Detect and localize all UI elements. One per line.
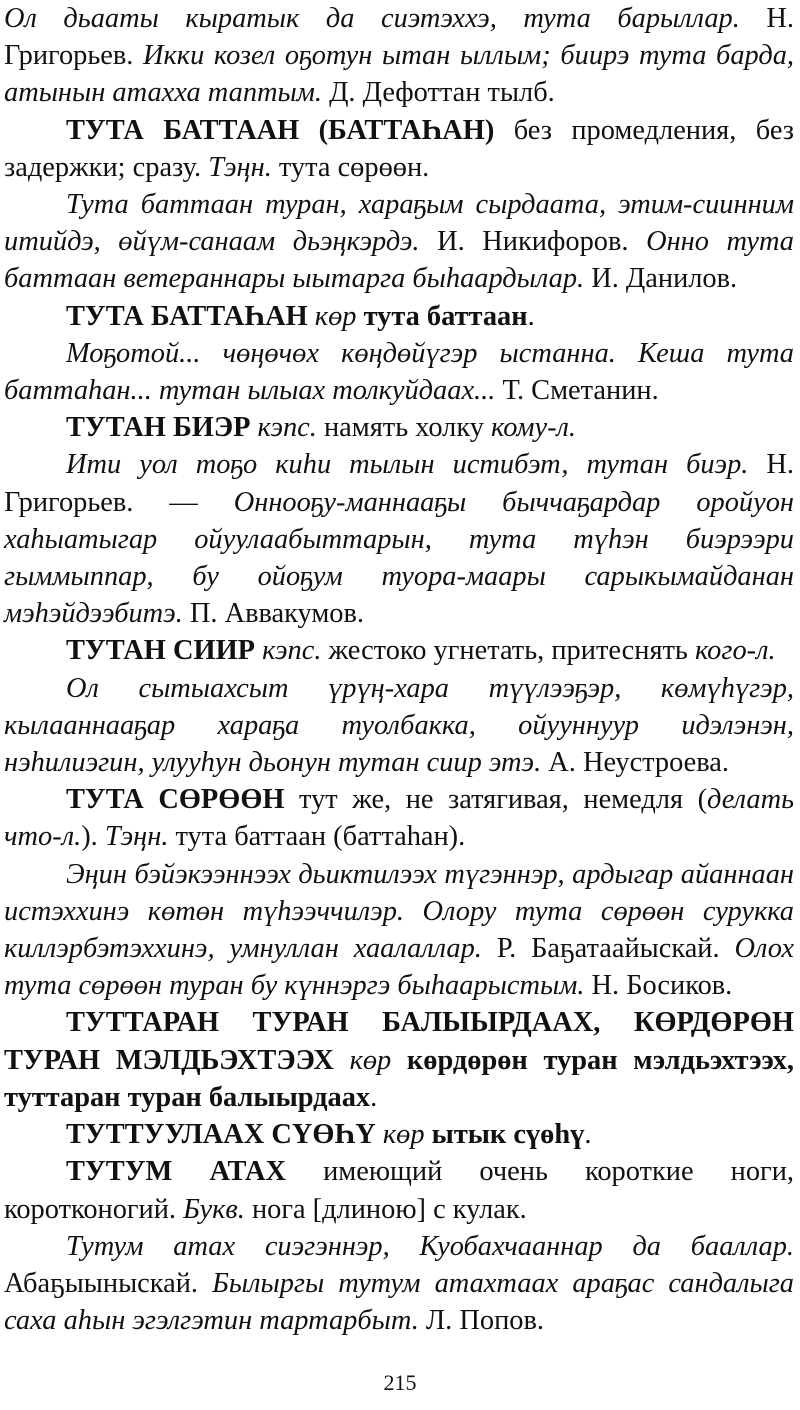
italic-text: Тэңн.	[208, 151, 272, 183]
usage-example	[4, 186, 794, 298]
italic-text: Эңин бэйэкээннээх дьиктилээх түгэннэр, ардыгар айаннаан истэххинэ көтөн түһээччилэр. Олору тута сөрөөн сурукка киллэрбэтэххинэ, умнуллан хаалаллар.	[4, 858, 794, 965]
dictionary-entry	[4, 632, 794, 669]
text-run: Н. Босиков.	[584, 970, 733, 1002]
text-run: И. Данилов.	[584, 263, 738, 295]
dictionary-entry	[4, 1153, 794, 1227]
headword: ТУТА БАТТАҺАН	[66, 300, 308, 332]
text-run	[425, 1119, 432, 1150]
text-run: намять холку	[316, 412, 492, 444]
usage-example	[4, 856, 794, 1005]
usage-example	[4, 0, 794, 112]
italic-text: кому-л.	[491, 412, 576, 444]
text-run: Т. Сметанин.	[495, 375, 659, 407]
headword: ТУТТУУЛААХ СҮӨҺҮ	[66, 1119, 376, 1151]
italic-text: Ити уол тоҕо киһи тылын истибэт, тутан биэр.	[66, 449, 749, 481]
text-run: Д. Дефоттан тылб.	[321, 77, 555, 109]
headword: ТУТТАРАН ТУРАН БАЛЫЫРДААХ, КӨРДӨРӨН ТУРАН МЭЛДЬЭХТЭЭХ	[4, 1007, 794, 1076]
italic-text: кэпс.	[262, 635, 322, 667]
text-run: .	[584, 1119, 592, 1151]
italic-text: Оннооҕу-маннааҕы быччаҕардар оройуон хаһыатыгар ойуулаабыттарын, тута түһэн биэрээри гыммыппар, бу ойоҕум туора-маары сарыкымайданан мэһэйдээбитэ.	[4, 486, 794, 630]
italic-text: кого-л.	[694, 635, 776, 667]
text-run	[334, 1045, 350, 1076]
headword: ТУТА БАТТААН (БАТТАҺАН)	[66, 114, 495, 146]
text-run: Абаҕыыныскай.	[4, 1267, 213, 1299]
italic-text: Тутум атах сиэгэннэр, Куобахчааннар да бааллар.	[66, 1230, 794, 1262]
text-run: П. Аввакумов.	[182, 598, 365, 630]
dictionary-entry	[4, 781, 794, 855]
page-number: 215	[383, 1370, 417, 1395]
dictionary-text	[4, 0, 794, 1339]
italic-text: Моҕотой... чөңөчөх көңдөйүгэр ыстанна. Кеша тута баттаһан... тутан ылыах толкуйдаах...	[4, 337, 794, 407]
headword: ытык сүөһү	[431, 1119, 585, 1151]
dictionary-entry	[4, 112, 794, 186]
usage-example	[4, 335, 794, 409]
italic-text: делать что-л.	[4, 784, 794, 853]
text-run: имеющий очень короткие ноги, коротконогий.	[4, 1156, 794, 1225]
text-run: А. Неустроева.	[541, 747, 729, 779]
headword: тута баттаан	[363, 300, 528, 332]
text-run: Р. Баҕатаайыскай.	[481, 933, 735, 965]
italic-text: көр	[349, 1044, 392, 1076]
headword: ТУТАН БИЭР	[66, 412, 251, 444]
text-run: .	[527, 300, 535, 332]
text-run	[250, 412, 257, 443]
usage-example	[4, 1228, 794, 1340]
text-run: жестоко угнетать, притеснять	[321, 635, 695, 667]
italic-text: Букв.	[183, 1193, 245, 1225]
text-run: .	[370, 1081, 378, 1113]
usage-example	[4, 446, 794, 632]
italic-text: кэпс.	[257, 412, 317, 444]
text-run: тута сөрөөн.	[271, 151, 430, 183]
text-run: ).	[81, 821, 105, 853]
text-run	[391, 1045, 407, 1076]
text-run: без промедления, без задержки; сразу.	[4, 114, 794, 183]
text-run: Н. Григорьев. —	[4, 449, 794, 518]
italic-text: Ол дьааты кыратык да сиэтэххэ, тута барыллар.	[4, 3, 740, 34]
italic-text: Тэңн.	[104, 821, 169, 853]
headword: көрдөрөн туран мэлдьэхтээх, туттаран туран балыырдаах	[4, 1044, 794, 1113]
text-run	[356, 301, 363, 332]
dictionary-entry	[4, 409, 794, 446]
italic-text: Онно тута баттаан ветераннары ыытарга быһаардылар.	[4, 226, 794, 295]
headword: ТУТУМ АТАХ	[66, 1156, 286, 1188]
italic-text: Олох тута сөрөөн туран бу күннэргэ быһаарыстым.	[4, 933, 794, 1002]
dictionary-entry	[4, 1116, 794, 1153]
italic-text: Былыргы тутум атахтаах араҕас сандалыга саха аһын эгэлгэтин тартарбыт.	[4, 1267, 795, 1337]
italic-text: Ол сытыахсыт үрүң-хара түүлээҕэр, көмүһүгэр, кылааннааҕар хараҕа туолбакка, ойууннуур идэлэнэн, нэһилиэгин, улууһун дьонун тутан сиир этэ.	[4, 672, 794, 779]
text-run	[376, 1119, 383, 1150]
text-run: Л. Попов.	[418, 1305, 544, 1337]
dictionary-entry	[4, 298, 794, 335]
italic-text: Тута баттаан туран, хараҕым сырдаата, этим-сиинним итийдэ, өйүм-санаам дьэңкэрдэ.	[4, 189, 794, 258]
italic-text: көр	[382, 1119, 425, 1151]
text-run: нога [длиною] с кулак.	[244, 1193, 527, 1225]
text-run: тута баттаан (баттаһан).	[168, 821, 466, 853]
headword: ТУТА СӨРӨӨН	[66, 784, 285, 816]
text-run	[308, 301, 315, 332]
text-run: Н. Григорьев.	[4, 3, 794, 72]
text-run: тут же, не затягивая, немедля (	[284, 784, 708, 816]
italic-text: Икки козел оҕотун ытан ыллым; биирэ тута барда, атынын атахха таптым.	[4, 40, 794, 109]
text-run: И. Никифоров.	[419, 226, 647, 258]
usage-example	[4, 670, 794, 782]
headword: ТУТАН СИИР	[66, 635, 255, 667]
italic-text: көр	[314, 300, 357, 332]
dictionary-entry	[4, 1004, 794, 1116]
